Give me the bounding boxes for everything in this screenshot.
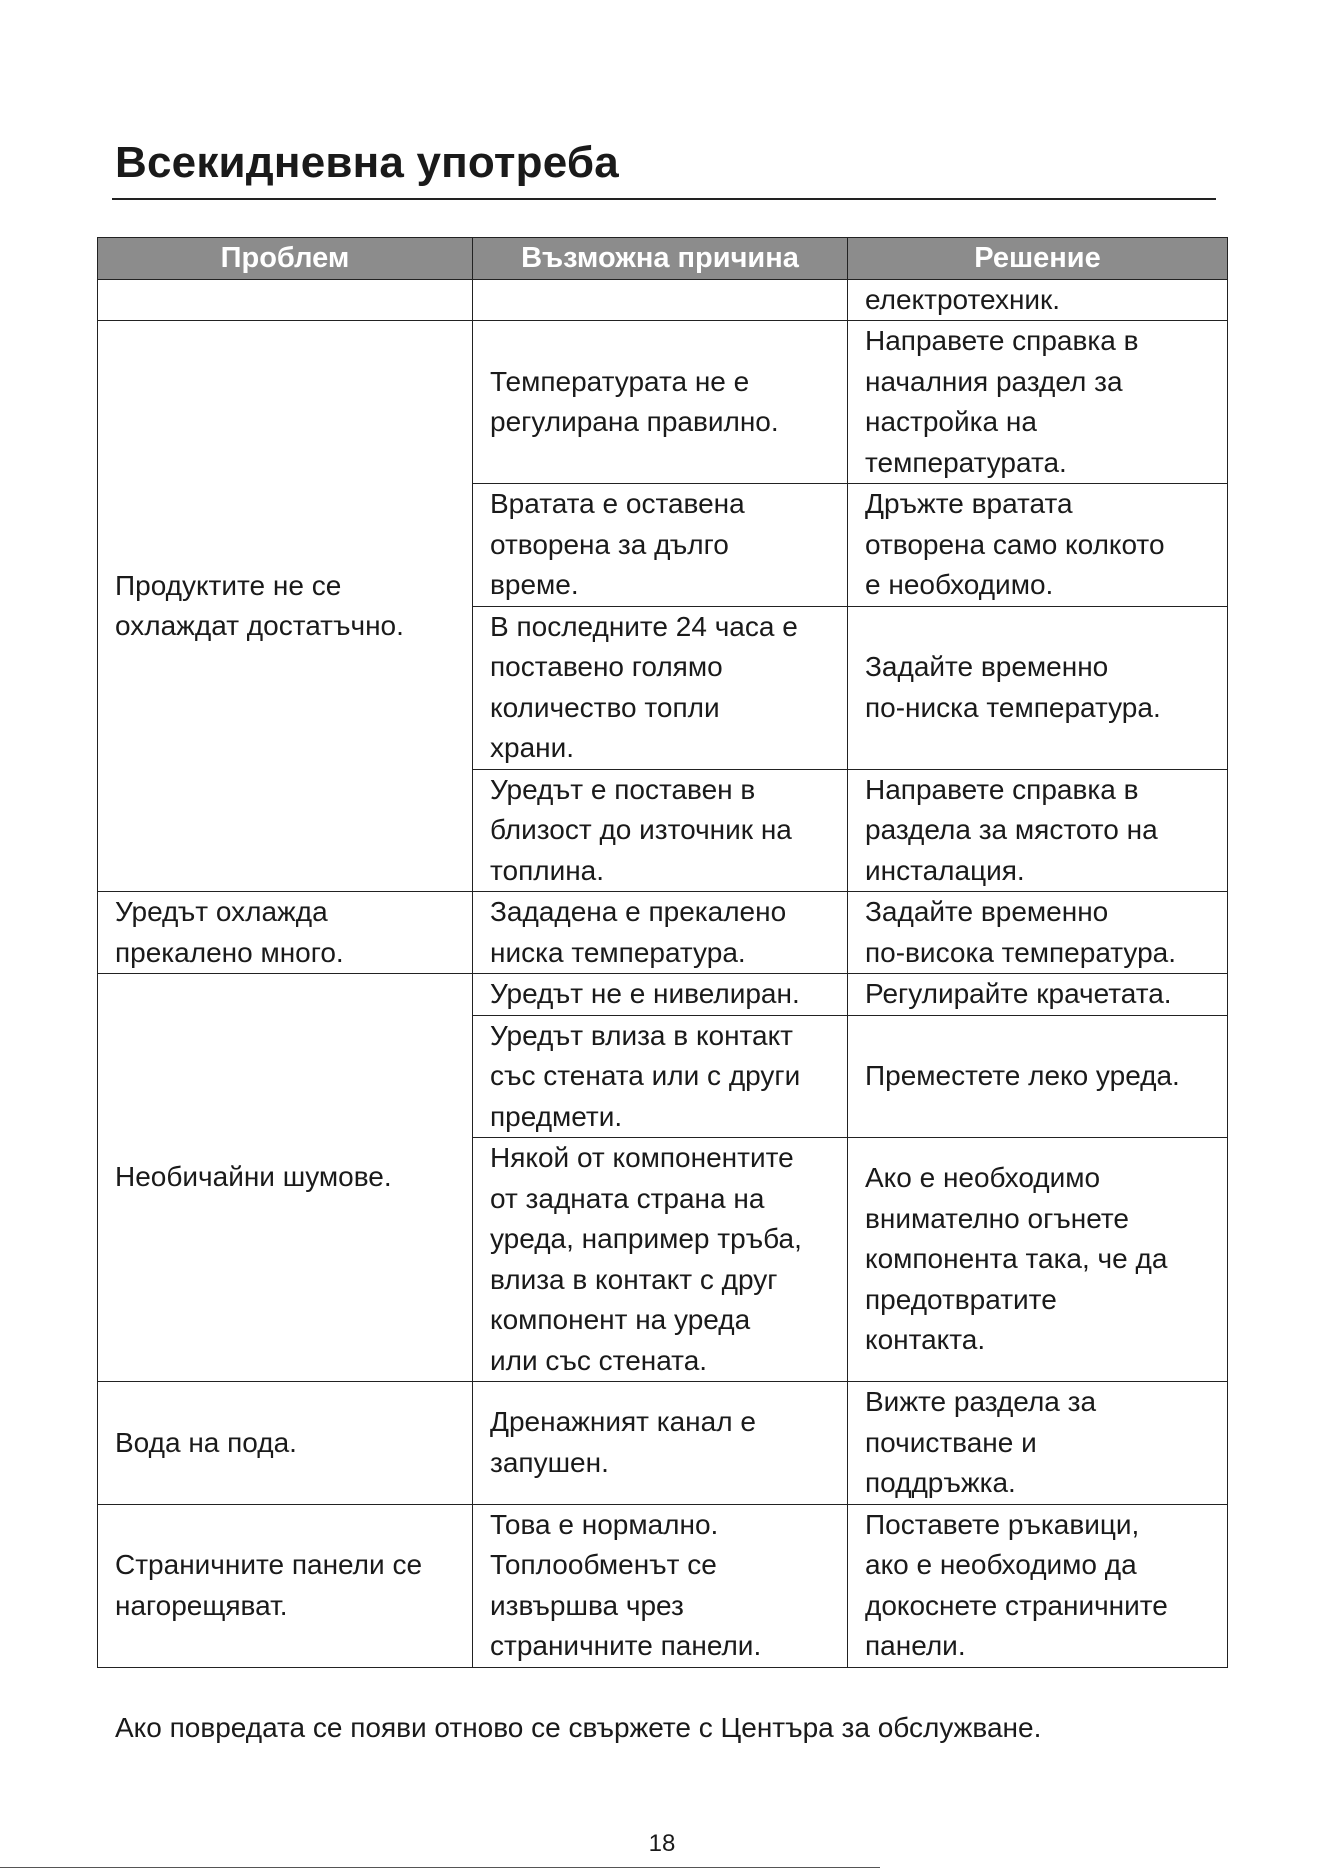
cause-cell: Вратата е оставена отворена за дълго време. — [473, 484, 848, 607]
problem-cell: Продуктите не се охлаждат достатъчно. — [98, 321, 473, 892]
cause-cell: Дренажният канал е запушен. — [473, 1382, 848, 1505]
solution-cell: Вижте раздела за почистване и поддръжка. — [848, 1382, 1228, 1505]
table-row — [98, 974, 1228, 1016]
table-header-row — [98, 238, 1228, 280]
table-row — [98, 279, 1228, 321]
table-row — [98, 321, 1228, 484]
solution-cell: Задайте временно по-висока температура. — [848, 892, 1228, 974]
solution-cell: Поставете ръкавици, ако е необходимо да докоснете страничните панели. — [848, 1504, 1228, 1667]
solution-cell: Задайте временно по-ниска температура. — [848, 606, 1228, 769]
cause-cell: Това е нормално. Топлообменът се извършва чрез страничните панели. — [473, 1504, 848, 1667]
page-title: Всекидневна употреба — [115, 138, 619, 187]
troubleshooting-table — [97, 237, 1228, 1668]
header-problem: Проблем — [98, 238, 473, 280]
cause-cell: Някой от компонентите от задната страна на уреда, например тръба, влиза в контакт с друг компонент на уреда или със стената. — [473, 1138, 848, 1382]
problem-cell: Необичайни шумове. — [98, 974, 473, 1382]
solution-cell: Направете справка в раздела за мястото на инсталация. — [848, 769, 1228, 892]
problem-cell: Вода на пода. — [98, 1382, 473, 1505]
header-cause: Възможна причина — [473, 238, 848, 280]
problem-cell: Страничните панели се нагорещяват. — [98, 1504, 473, 1667]
solution-cell: Ако е необходимо внимателно огънете компонента така, че да предотвратите контакта. — [848, 1138, 1228, 1382]
title-underline — [112, 198, 1216, 200]
problem-cell: Уредът охлажда прекалено много. — [98, 892, 473, 974]
solution-cell: Направете справка в началния раздел за настройка на температурата. — [848, 321, 1228, 484]
bottom-rule — [0, 1867, 880, 1868]
cause-cell: Зададена е прекалено ниска температура. — [473, 892, 848, 974]
cause-cell: В последните 24 часа е поставено голямо количество топли храни. — [473, 606, 848, 769]
problem-cell — [98, 279, 473, 321]
solution-cell: Преместете леко уреда. — [848, 1015, 1228, 1138]
cause-cell: Уредът влиза в контакт със стената или с други предмети. — [473, 1015, 848, 1138]
table-row — [98, 1382, 1228, 1505]
service-center-note: Ако повредата се появи отново се свържете с Центъра за обслужване. — [115, 1712, 1042, 1743]
solution-cell: електротехник. — [848, 279, 1228, 321]
cause-cell: Температурата не е регулирана правилно. — [473, 321, 848, 484]
solution-cell: Дръжте вратата отворена само колкото е необходимо. — [848, 484, 1228, 607]
cause-cell: Уредът не е нивелиран. — [473, 974, 848, 1016]
cause-cell: Уредът е поставен в близост до източник на топлина. — [473, 769, 848, 892]
header-solution: Решение — [848, 238, 1228, 280]
table-row — [98, 892, 1228, 974]
table-row — [98, 1504, 1228, 1667]
page-number: 18 — [648, 1830, 676, 1857]
cause-cell — [473, 279, 848, 321]
solution-cell: Регулирайте крачетата. — [848, 974, 1228, 1016]
